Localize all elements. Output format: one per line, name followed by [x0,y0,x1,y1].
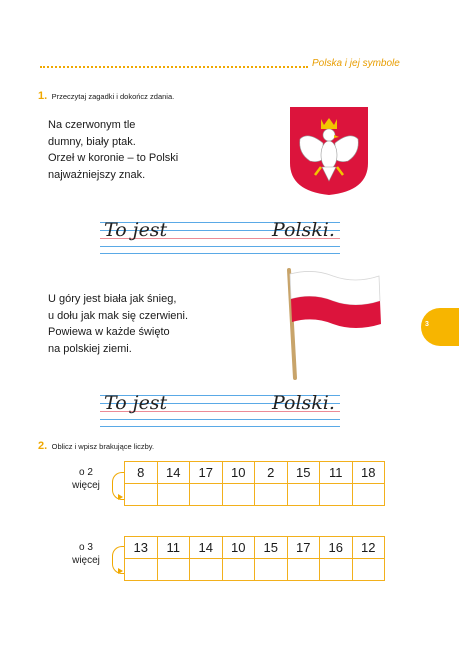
arrowhead-1-icon [118,494,123,500]
grid-1-answer-cell[interactable] [352,484,385,506]
riddle-1-line: najważniejszy znak. [48,168,146,181]
grid-2-value: 10 [222,537,255,559]
grid-1-label [66,466,106,492]
task-1-instruction: Przeczytaj zagadki i dokończ zdania. [51,92,175,101]
grid-1-value: 11 [320,462,353,484]
grid-2-answer-cell[interactable] [320,559,353,581]
grid-2-value: 17 [287,537,320,559]
grid-1-label-bottom: więcej [72,480,100,491]
grid-1-answer-cell[interactable] [190,484,223,506]
answer-1-prefix: To jest [104,219,168,241]
riddle-2-line: U góry jest biała jak śnieg, [48,293,177,305]
riddle-2 [48,291,188,357]
polish-flag-icon [283,268,383,380]
grid-2-label [66,541,106,567]
grid-2-answer-cell[interactable] [125,559,158,581]
grid-1-answer-cell[interactable] [255,484,288,506]
riddle-1-line: Orzeł w koronie – to Polski [48,152,179,164]
grid-1-label-top: o 2 [79,467,93,478]
answer-2-prefix: To jest [104,392,168,414]
grid-1 [124,461,385,506]
grid-2 [124,536,385,581]
grid-1-value: 2 [255,462,288,484]
grid-2-answer-cell[interactable] [157,559,190,581]
grid-1-value: 10 [222,462,255,484]
page-number: 3 [425,321,429,328]
grid-1-answer-cell[interactable] [287,484,320,506]
grid-1-value: 18 [352,462,385,484]
grid-1-answer-cell[interactable] [222,484,255,506]
polish-eagle-emblem-icon [288,105,370,197]
riddle-2-line: u dołu jak mak się czerwieni. [48,309,189,322]
grid-2-label-top: o 3 [79,542,93,553]
grid-1-answer-cell[interactable] [157,484,190,506]
grid-2-value: 15 [255,537,288,559]
riddle-1 [48,117,178,183]
grid-1-value: 8 [125,462,158,484]
header-dotted-line [40,66,308,68]
riddle-1-line: dumny, biały ptak. [48,135,136,148]
answer-2-suffix: Polski. [272,392,335,414]
grid-2-value: 11 [157,537,190,559]
riddle-2-line: na polskiej ziemi. [48,342,132,355]
grid-2-value: 12 [352,537,385,559]
task-2-instruction: Oblicz i wpisz brakujące liczby. [51,442,155,451]
grid-1-value: 14 [157,462,190,484]
task-1-heading [38,86,174,104]
riddle-1-line: Na czerwonym tle [48,119,136,131]
grid-2-answer-cell[interactable] [287,559,320,581]
grid-2-answer-cell[interactable] [222,559,255,581]
answer-1-suffix: Polski. [272,219,335,241]
riddle-2-line: Powiewa w każde święto [48,326,170,338]
grid-2-value: 16 [320,537,353,559]
grid-2-answer-cell[interactable] [255,559,288,581]
grid-2-answer-cell[interactable] [352,559,385,581]
task-2-heading [38,436,154,454]
task-1-number: 1. [38,90,48,102]
grid-1-answer-cell[interactable] [320,484,353,506]
grid-2-value: 13 [125,537,158,559]
grid-2-label-bottom: więcej [72,555,100,566]
grid-1-values-row [125,462,385,484]
grid-1-value: 17 [190,462,223,484]
grid-1-value: 15 [287,462,320,484]
grid-2-value: 14 [190,537,223,559]
grid-1-answer-cell[interactable] [125,484,158,506]
arrowhead-2-icon [118,568,123,574]
task-2-number: 2. [38,440,48,452]
grid-2-answer-cell[interactable] [190,559,223,581]
grid-2-values-row [125,537,385,559]
grid-1-answer-row [125,484,385,506]
chapter-title: Polska i jej symbole [312,58,400,69]
grid-2-answer-row [125,559,385,581]
